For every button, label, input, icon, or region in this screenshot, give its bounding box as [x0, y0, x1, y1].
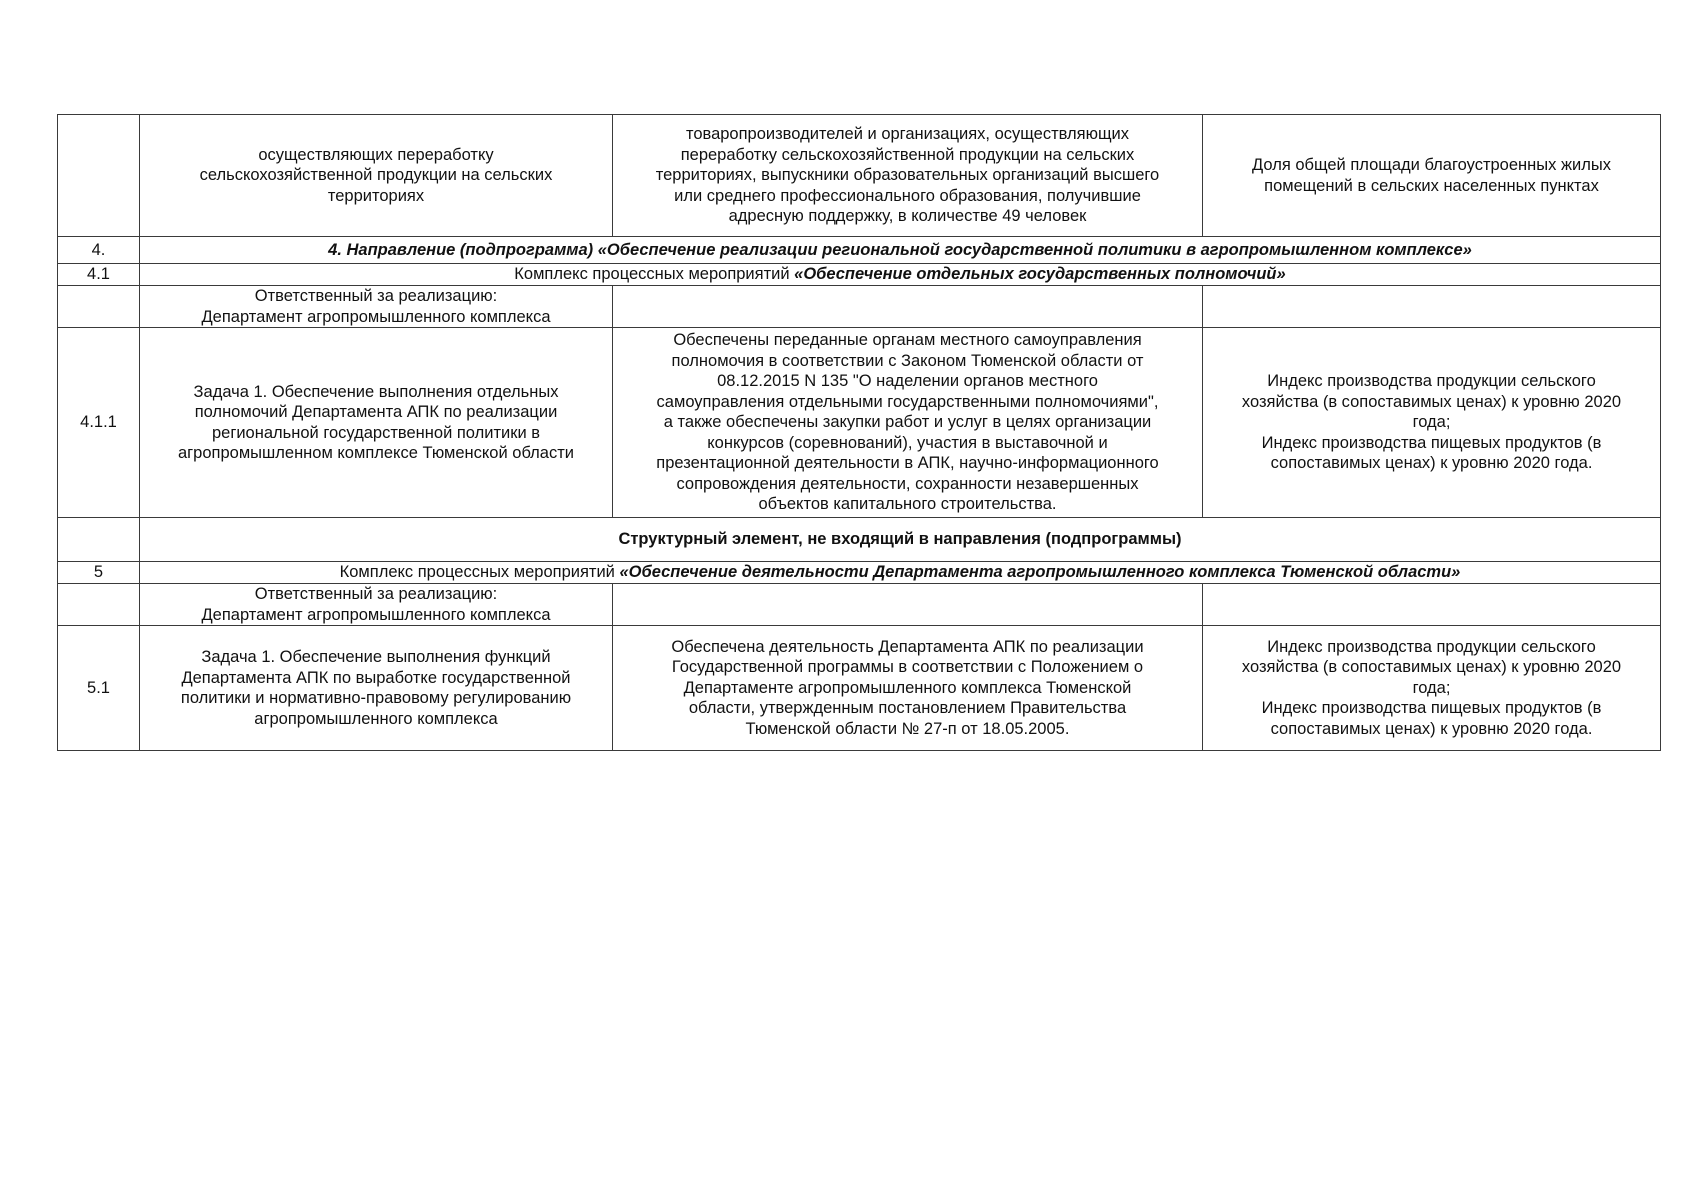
empty-cell — [58, 518, 140, 562]
table-row-task — [58, 328, 1661, 518]
direction-title: 4. Направление (подпрограмма) «Обеспечение реализации региональной государственной политики в агропромышленном комплексе» — [140, 237, 1661, 264]
complex-prefix: Комплекс процессных мероприятий — [339, 563, 620, 582]
table-row-task — [58, 626, 1661, 751]
empty-cell — [613, 584, 1203, 626]
table-row-direction — [58, 237, 1661, 264]
empty-cell — [58, 584, 140, 626]
indicator-cell: Индекс производства продукции сельского хозяйства (в сопоставимых ценах) к уровню 2020 года; Индекс производства пищевых продуктов (в сопоставимых ценах) к уровню 2020 года. — [1203, 328, 1661, 518]
empty-cell — [1203, 584, 1661, 626]
table-row-continuation — [58, 115, 1661, 237]
result-cell: Обеспечены переданные органам местного самоуправления полномочия в соответствии с Законом Тюменской области от 08.12.2015 N 135 "О наделении органов местного самоуправления отдельными государственными полномочиями", а также обеспечены закупки работ и услуг в целях организации конкурсов (соревнований), участия в выставочной и презентационной деятельности в АПК, научно-информационного сопровождения деятельности, сохранности незавершенных объектов капитального строительства. — [613, 328, 1203, 518]
responsible-cell: Ответственный за реализацию: Департамент агропромышленного комплекса — [140, 286, 613, 328]
task-cell: Задача 1. Обеспечение выполнения функций Департамента АПК по выработке государственной политики и нормативно-правовому регулированию агропромышленного комплекса — [140, 626, 613, 751]
complex-title — [140, 264, 1661, 286]
structural-title: Структурный элемент, не входящий в направления (подпрограммы) — [140, 518, 1661, 562]
program-table — [57, 114, 1661, 751]
table-row-responsible — [58, 286, 1661, 328]
task-cell: Задача 1. Обеспечение выполнения отдельных полномочий Департамента АПК по реализации региональной государственной политики в агропромышленном комплексе Тюменской области — [140, 328, 613, 518]
complex-title — [140, 562, 1661, 584]
table-row-complex — [58, 264, 1661, 286]
row-number-cell: 4.1.1 — [58, 328, 140, 518]
result-cell: товаропроизводителей и организациях, осуществляющих переработку сельскохозяйственной продукции на сельских территориях, выпускники образовательных организаций высшего или среднего профессионального образования, получившие адресную поддержку, в количестве 49 человек — [613, 115, 1203, 237]
table-row-responsible — [58, 584, 1661, 626]
responsible-cell: Ответственный за реализацию: Департамент агропромышленного комплекса — [140, 584, 613, 626]
result-cell: Обеспечена деятельность Департамента АПК по реализации Государственной программы в соответствии с Положением о Департаменте агропромышленного комплекса Тюменской области, утвержденным постановлением Правительства Тюменской области № 27-п от 18.05.2005. — [613, 626, 1203, 751]
indicator-cell: Индекс производства продукции сельского хозяйства (в сопоставимых ценах) к уровню 2020 года; Индекс производства пищевых продуктов (в сопоставимых ценах) к уровню 2020 года. — [1203, 626, 1661, 751]
indicator-cell: Доля общей площади благоустроенных жилых помещений в сельских населенных пунктах — [1203, 115, 1661, 237]
empty-cell — [1203, 286, 1661, 328]
row-number-cell: 5 — [58, 562, 140, 584]
row-number-cell: 4.1 — [58, 264, 140, 286]
table-row-structural — [58, 518, 1661, 562]
empty-cell — [58, 286, 140, 328]
complex-name: «Обеспечение отдельных государственных полномочий» — [794, 265, 1286, 284]
empty-cell — [613, 286, 1203, 328]
row-number-cell: 4. — [58, 237, 140, 264]
row-number-cell: 5.1 — [58, 626, 140, 751]
complex-name: «Обеспечение деятельности Департамента агропромышленного комплекса Тюменской области» — [619, 563, 1461, 582]
table-row-complex — [58, 562, 1661, 584]
complex-prefix: Комплекс процессных мероприятий — [514, 265, 795, 284]
row-number-cell — [58, 115, 140, 237]
task-cell: осуществляющих переработку сельскохозяйственной продукции на сельских территориях — [140, 115, 613, 237]
